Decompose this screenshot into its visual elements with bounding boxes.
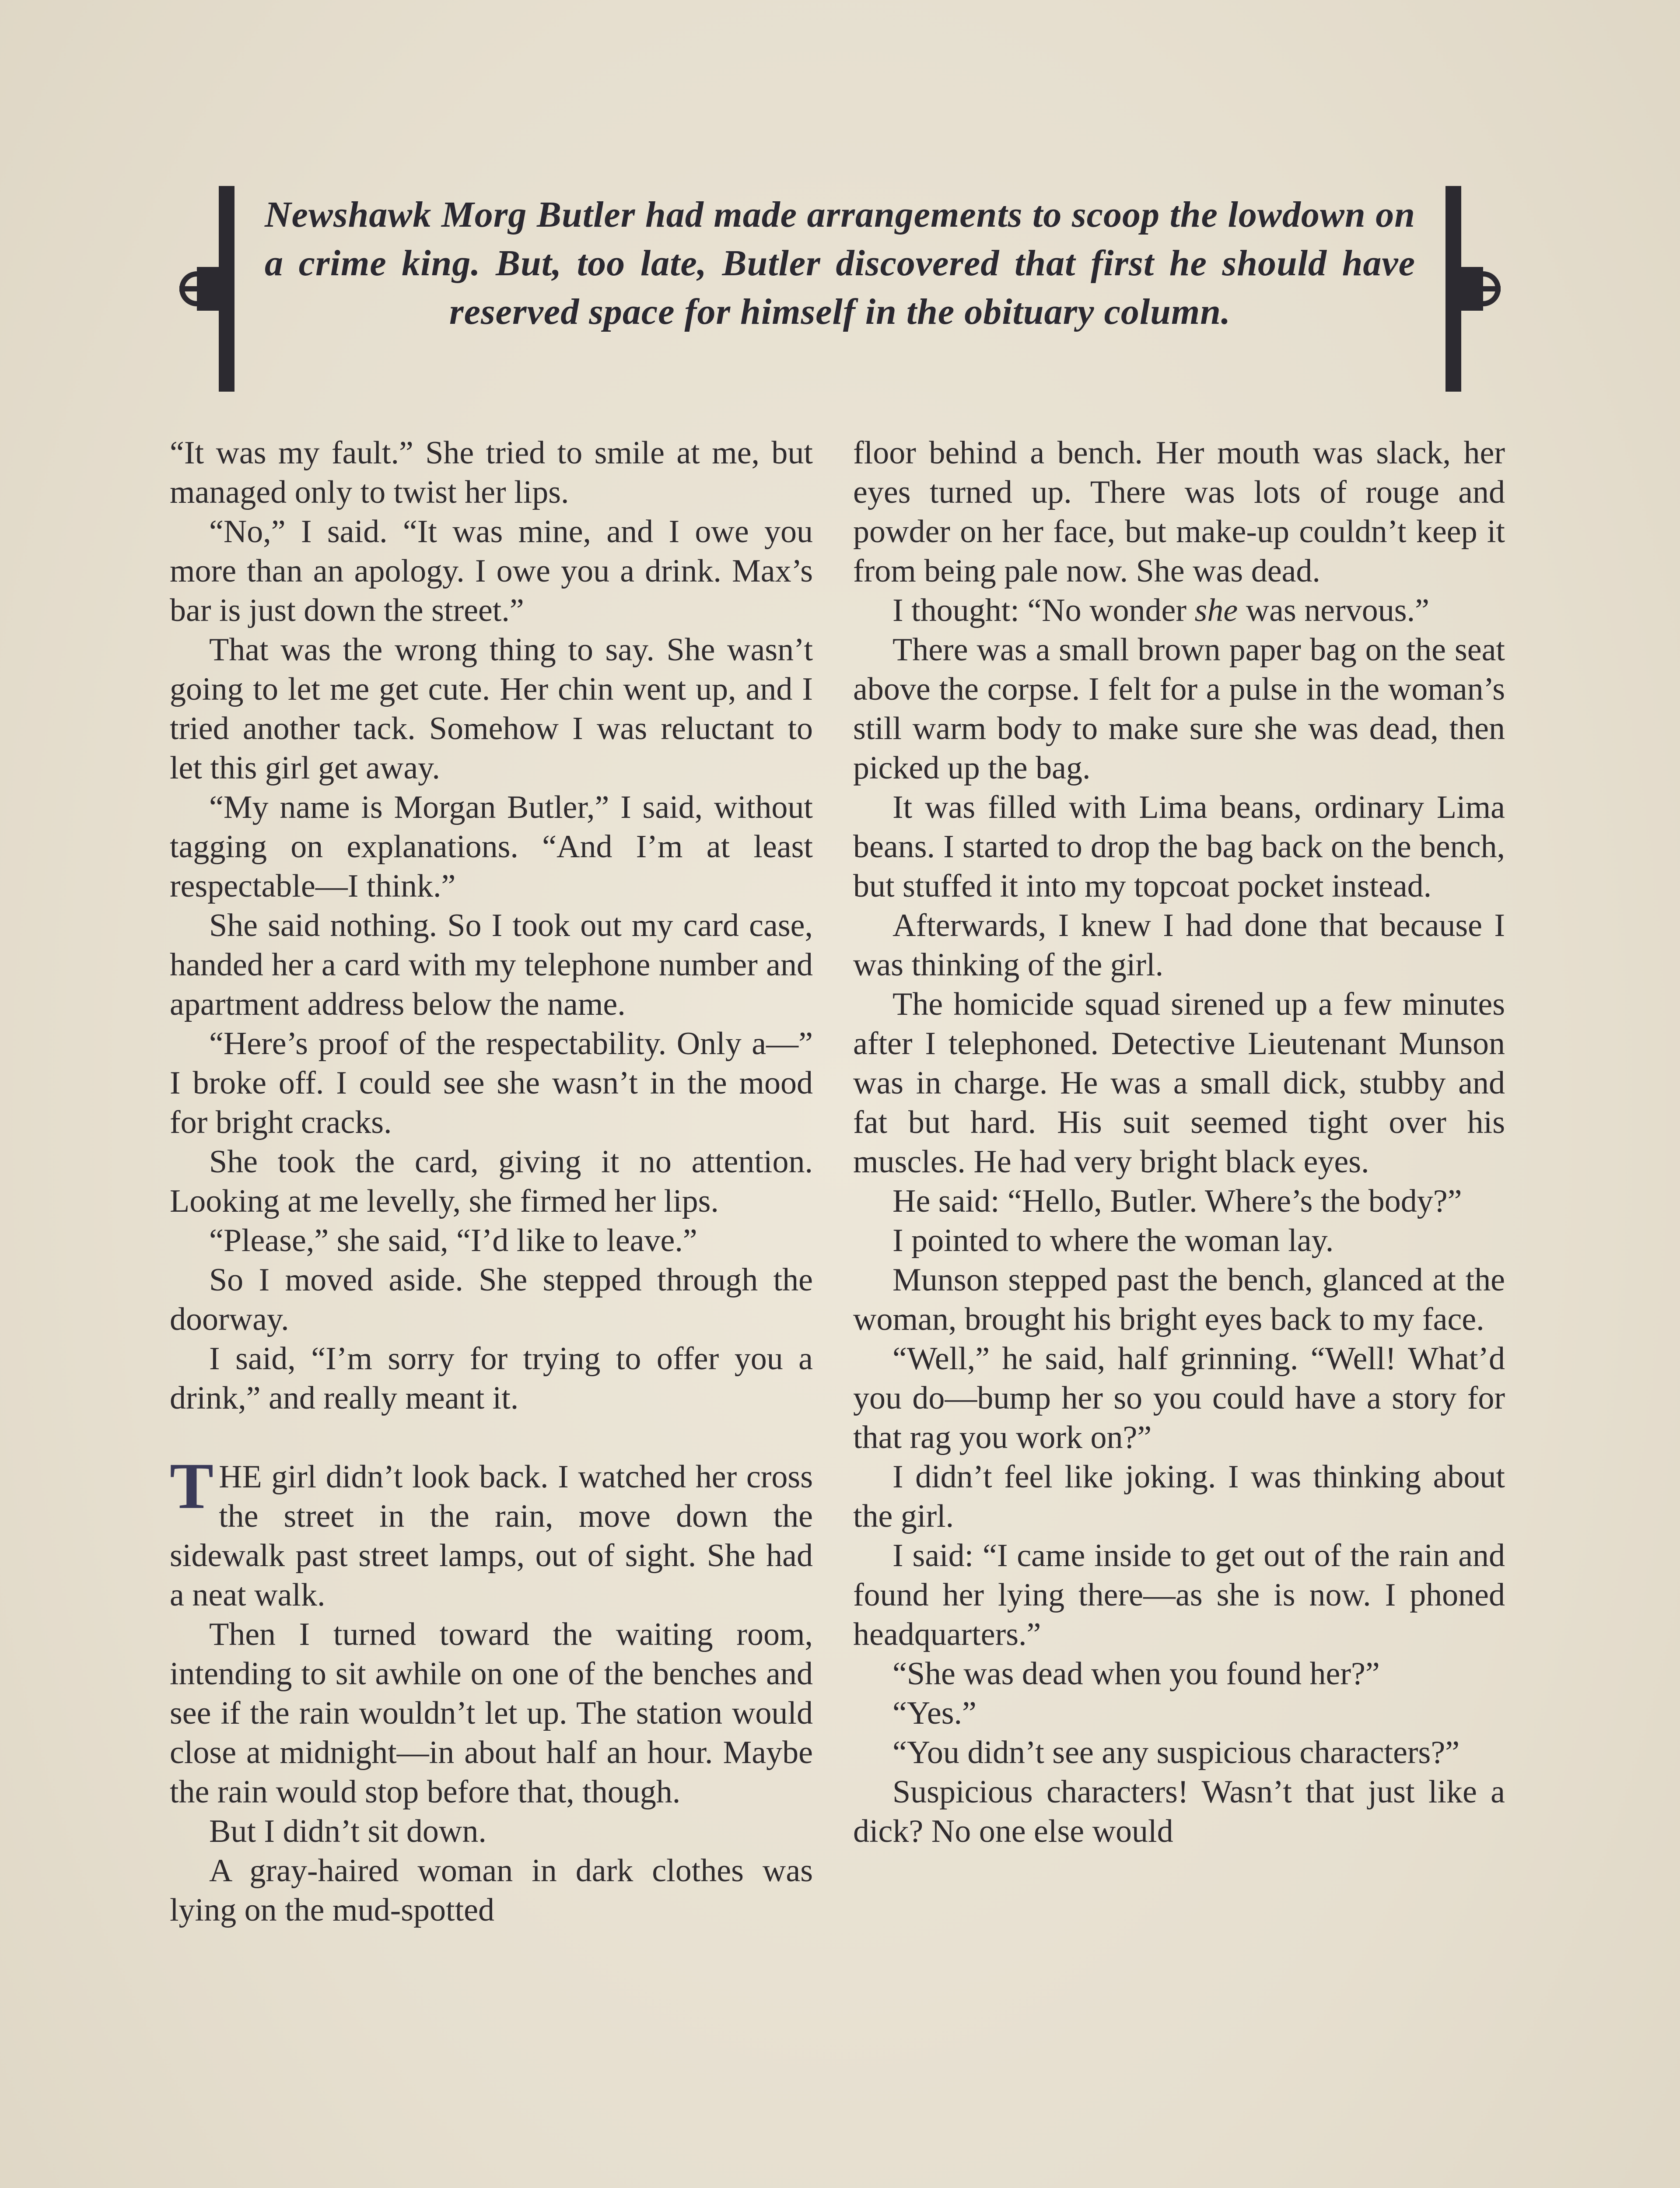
paragraph: It was filled with Lima beans, ordinary Lima beans. I started to drop the bag back on the bench, but stuffed it into my topcoat pocket instead. <box>853 789 1505 904</box>
section-start-paragraph <box>170 1450 813 1615</box>
paragraph: “You didn’t see any suspicious characters?” <box>892 1735 1460 1771</box>
paragraph: She took the card, giving it no attention. Looking at me levelly, she firmed her lips. <box>170 1144 813 1219</box>
paragraph: “It was my fault.” She tried to smile at me, but managed only to twist her lips. <box>170 435 813 510</box>
paragraph: Afterwards, I knew I had done that because I was thinking of the girl. <box>853 908 1505 983</box>
story-blurb <box>219 186 1461 400</box>
blurb-text: Newshawk Morg Butler had made arrangements to scoop the lowdown on a crime king. But, too late, Butler discovered that first he should have reserved space for himself in the obituary column. <box>265 194 1415 332</box>
paragraph: That was the wrong thing to say. She wasn’t going to let me get cute. Her chin went up, and I tried another tack. Somehow I was reluctant to let this girl get away. <box>170 632 813 786</box>
paragraph: “She was dead when you found her?” <box>892 1656 1380 1692</box>
paragraph: So I moved aside. She stepped through the doorway. <box>170 1262 813 1337</box>
paragraph-text: girl didn’t look back. I watched her cross the street in the rain, move down the sidewalk past street lamps, out of sight. She had a neat walk. <box>170 1459 813 1613</box>
drop-cap: T <box>170 1450 214 1522</box>
emphasis: she <box>1194 593 1238 628</box>
paragraph: I said: “I came inside to get out of the rain and found her lying there—as she is now. I phoned headquarters.” <box>853 1538 1505 1652</box>
paragraph: “Please,” she said, “I’d like to leave.” <box>209 1223 697 1259</box>
left-column <box>170 433 813 1930</box>
paragraph: Suspicious characters! Wasn’t that just like a dick? No one else would <box>853 1774 1505 1849</box>
paragraph: There was a small brown paper bag on the seat above the corpse. I felt for a pulse in the woman’s still warm body to make sure she was dead, then picked up the bag. <box>853 632 1505 786</box>
paragraph: Munson stepped past the bench, glanced at the woman, brought his bright eyes back to my face. <box>853 1262 1505 1337</box>
paragraph: “Here’s proof of the respectability. Only a—” I broke off. I could see she wasn’t in the mood for bright cracks. <box>170 1026 813 1140</box>
paragraph: “My name is Morgan Butler,” I said, without tagging on explanations. “And I’m at least respectable—I think.” <box>170 789 813 904</box>
right-bracket-ornament <box>1461 258 1501 319</box>
paragraph: She said nothing. So I took out my card case, handed her a card with my telephone number and apartment address below the name. <box>170 908 813 1022</box>
left-bracket-ornament <box>179 258 219 319</box>
paragraph <box>853 591 1505 630</box>
paragraph-text: was nervous.” <box>1238 593 1429 628</box>
right-bracket-rule <box>1446 186 1461 392</box>
paragraph: floor behind a bench. Her mouth was slack, her eyes turned up. There was lots of rouge and powder on her face, but make-up couldn’t keep it from being pale now. She was dead. <box>853 435 1505 589</box>
small-caps-word: HE <box>219 1459 262 1495</box>
paragraph: The homicide squad sirened up a few minutes after I telephoned. Detective Lieutenant Munson was in charge. He was a small dick, stubby and fat but hard. His suit seemed tight over his muscles. He had very bright black eyes. <box>853 986 1505 1180</box>
paragraph: He said: “Hello, Butler. Where’s the body?” <box>892 1183 1462 1219</box>
paragraph: I pointed to where the woman lay. <box>892 1223 1334 1259</box>
paragraph: I said, “I’m sorry for trying to offer you a drink,” and really meant it. <box>170 1341 813 1416</box>
paragraph: But I didn’t sit down. <box>209 1813 486 1849</box>
paragraph-text: I thought: “No wonder <box>892 593 1195 628</box>
paragraph: “Well,” he said, half grinning. “Well! What’d you do—bump her so you could have a story for that rag you work on?” <box>853 1341 1505 1455</box>
paragraph: I didn’t feel like joking. I was thinking about the girl. <box>853 1459 1505 1534</box>
paragraph: A gray-haired woman in dark clothes was lying on the mud-spotted <box>170 1853 813 1928</box>
paragraph: “No,” I said. “It was mine, and I owe you more than an apology. I owe you a drink. Max’s bar is just down the street.” <box>170 514 813 628</box>
left-bracket-rule <box>219 186 234 392</box>
paragraph: Then I turned toward the waiting room, intending to sit awhile on one of the benches and see if the rain wouldn’t let up. The station would close at midnight—in about half an hour. Maybe the rain would stop before that, though. <box>170 1616 813 1810</box>
right-column <box>853 433 1505 1851</box>
paragraph: “Yes.” <box>892 1695 976 1731</box>
